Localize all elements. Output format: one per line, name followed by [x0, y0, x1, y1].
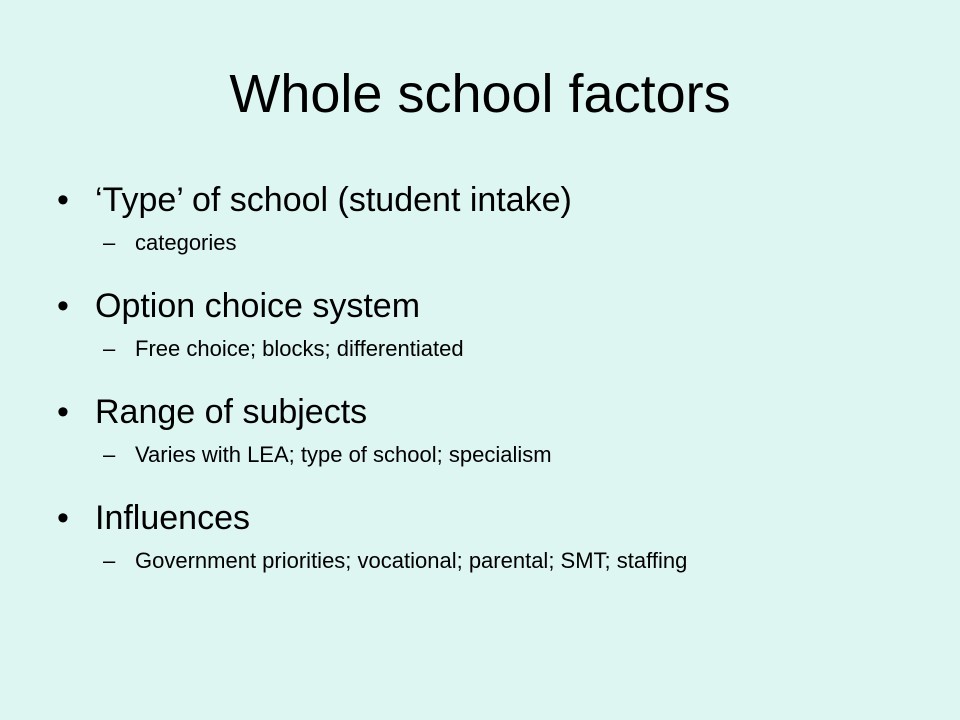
bullet-marker: •	[57, 181, 69, 219]
sub-marker: –	[103, 442, 116, 467]
bullet-text: Option choice system	[95, 287, 421, 325]
bullet-item	[0, 490, 960, 576]
bullet-text: Range of subjects	[95, 393, 368, 431]
bullet-marker: •	[57, 287, 69, 325]
bullet-item	[0, 172, 960, 258]
bullet-marker: •	[57, 393, 69, 431]
bullet-text: ‘Type’ of school (student intake)	[95, 181, 572, 219]
sub-item	[103, 228, 835, 258]
sub-text: Government priorities; vocational; parental; SMT; staffing	[135, 548, 688, 573]
sub-text: Varies with LEA; type of school; specialism	[135, 442, 552, 467]
sub-marker: –	[103, 230, 116, 255]
sub-list	[103, 546, 835, 576]
sub-text: Free choice; blocks; differentiated	[135, 336, 464, 361]
sub-item	[103, 546, 835, 576]
bullet-marker: •	[57, 499, 69, 537]
bullet-text: Influences	[95, 499, 250, 537]
sub-item	[103, 440, 835, 470]
bullet-item	[0, 384, 960, 470]
slide-title: Whole school factors	[229, 64, 731, 124]
sub-list	[103, 440, 835, 470]
bullet-item	[0, 278, 960, 364]
sub-marker: –	[103, 336, 116, 361]
sub-marker: –	[103, 548, 116, 573]
sub-item	[103, 334, 835, 364]
sub-list	[103, 334, 835, 364]
sub-text: categories	[135, 230, 237, 255]
sub-list	[103, 228, 835, 258]
bullet-list	[0, 172, 960, 596]
